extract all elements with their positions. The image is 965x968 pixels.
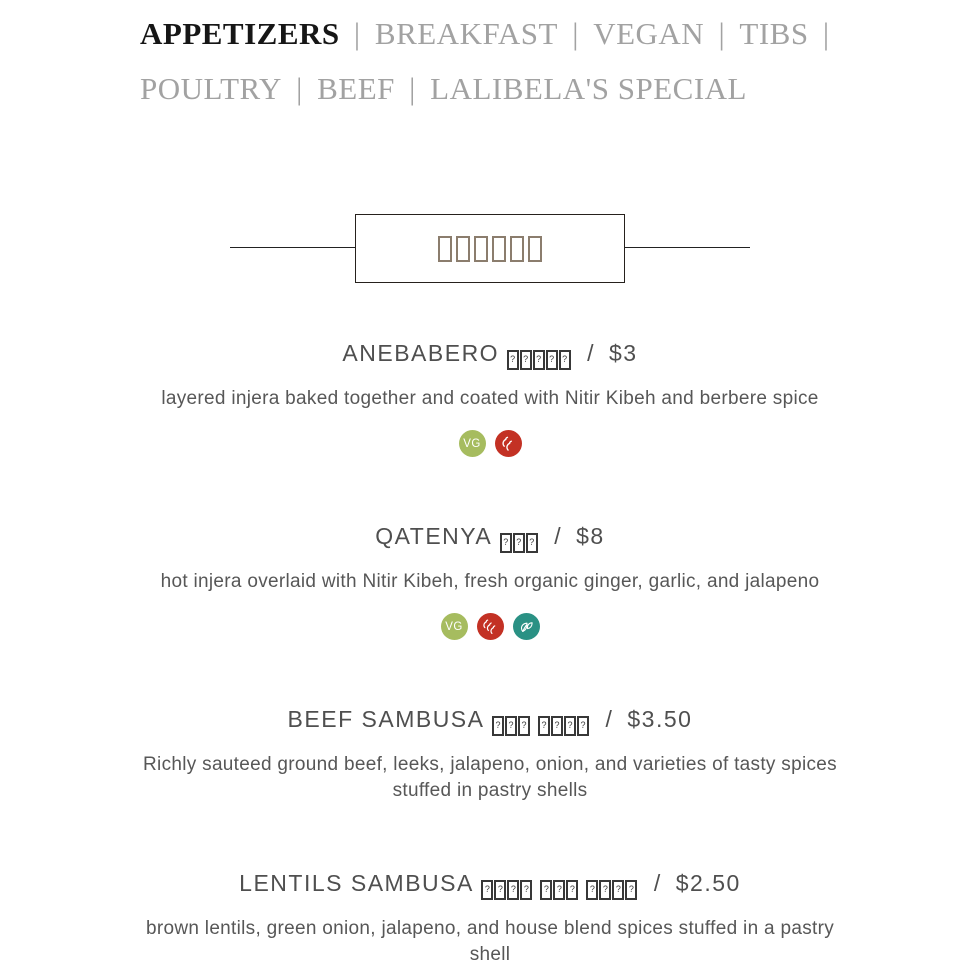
amharic-missing-glyph [438,236,452,262]
nav-item-lalibela-s-special[interactable]: LALIBELA'S SPECIAL [430,71,747,106]
amharic-missing-glyph [474,236,488,262]
nav-separator: | [345,16,369,51]
item-title-line [140,340,840,370]
category-nav [140,6,840,116]
amharic-missing-glyph: ? [513,533,525,553]
amharic-missing-glyph: ? [564,716,576,736]
nav-item-appetizers[interactable]: APPETIZERS [140,16,340,51]
amharic-missing-glyph: ? [538,716,550,736]
amharic-missing-glyph [510,236,524,262]
item-description: Richly sauteed ground beef, leeks, jalapeno, onion, and varieties of tasty spices stuffed in pastry shells [143,754,837,801]
leaf-icon [513,613,540,640]
amharic-missing-glyph [492,236,506,262]
amharic-missing-glyph [456,236,470,262]
amharic-missing-glyph: ? [553,880,565,900]
item-name: BEEF SAMBUSA [287,706,485,732]
menu-page [140,6,840,968]
nav-separator: | [814,16,830,51]
chili-icon [495,430,522,457]
amharic-missing-glyph-group [499,524,538,553]
nav-item-tibs[interactable]: TIBS [739,16,809,51]
nav-item-breakfast[interactable]: BREAKFAST [374,16,558,51]
amharic-missing-glyph-group [537,707,589,736]
title-price-separator: / [554,523,563,549]
menu-item [140,340,840,457]
amharic-missing-glyph: ? [518,716,530,736]
amharic-missing-glyph: ? [505,716,517,736]
amharic-missing-glyph: ? [612,880,624,900]
item-title-line [140,870,840,900]
amharic-missing-glyph: ? [526,533,538,553]
title-price-separator: / [605,706,614,732]
amharic-missing-glyph: ? [540,880,552,900]
amharic-missing-glyph: ? [559,350,571,370]
amharic-missing-glyph: ? [500,533,512,553]
menu-item [140,706,840,804]
item-description: brown lentils, green onion, jalapeno, and house blend spices stuffed in a pastry shell [145,918,835,965]
nav-separator: | [287,71,312,106]
item-price: $3.50 [627,706,693,732]
item-badges [140,430,840,457]
nav-item-poultry[interactable]: POULTRY [140,71,282,106]
item-name: QATENYA [375,523,493,549]
item-price: $8 [576,523,605,549]
item-name: LENTILS SAMBUSA [239,870,474,896]
amharic-missing-glyph: ? [533,350,545,370]
nav-item-vegan[interactable]: VEGAN [593,16,705,51]
amharic-missing-glyph: ? [494,880,506,900]
item-title-line [140,706,840,736]
title-price-separator: / [587,340,595,366]
amharic-missing-glyph [528,236,542,262]
item-badges [140,613,840,640]
amharic-missing-glyph-group [481,871,533,900]
section-title-box [355,214,625,283]
amharic-missing-glyph: ? [507,880,519,900]
amharic-missing-glyph-group [491,707,530,736]
item-description: layered injera baked together and coated with Nitir Kibeh and berbere spice [161,388,819,409]
menu-item [140,523,840,640]
amharic-missing-glyph: ? [599,880,611,900]
menu-items [140,340,840,968]
nav-row [140,61,840,116]
amharic-missing-glyph: ? [625,880,637,900]
amharic-missing-glyph: ? [566,880,578,900]
item-description: hot injera overlaid with Nitir Kibeh, fresh organic ginger, garlic, and jalapeno [160,571,820,592]
item-price: $3 [608,340,638,366]
amharic-missing-glyph-group [586,871,638,900]
vg-badge-icon: VG [459,430,486,457]
vg-badge-icon: VG [441,613,468,640]
amharic-missing-glyph: ? [507,350,519,370]
nav-separator: | [710,16,734,51]
nav-item-beef[interactable]: BEEF [317,71,395,106]
amharic-missing-glyph: ? [492,716,504,736]
amharic-missing-glyph: ? [577,716,589,736]
nav-row [140,6,840,61]
nav-separator: | [400,71,425,106]
amharic-missing-glyph: ? [586,880,598,900]
chili-icon [477,613,504,640]
section-divider [230,214,750,283]
title-price-separator: / [653,870,662,896]
amharic-missing-glyph: ? [520,880,532,900]
nav-separator: | [563,16,588,51]
amharic-missing-glyph: ? [520,350,532,370]
menu-item [140,870,840,968]
amharic-missing-glyph: ? [481,880,493,900]
amharic-missing-glyph-group [540,871,579,900]
amharic-missing-glyph: ? [551,716,563,736]
amharic-missing-glyph-group [506,341,571,370]
item-price: $2.50 [675,870,741,896]
amharic-missing-glyph: ? [546,350,558,370]
item-title-line [140,523,840,553]
item-name: ANEBABERO [342,340,500,366]
